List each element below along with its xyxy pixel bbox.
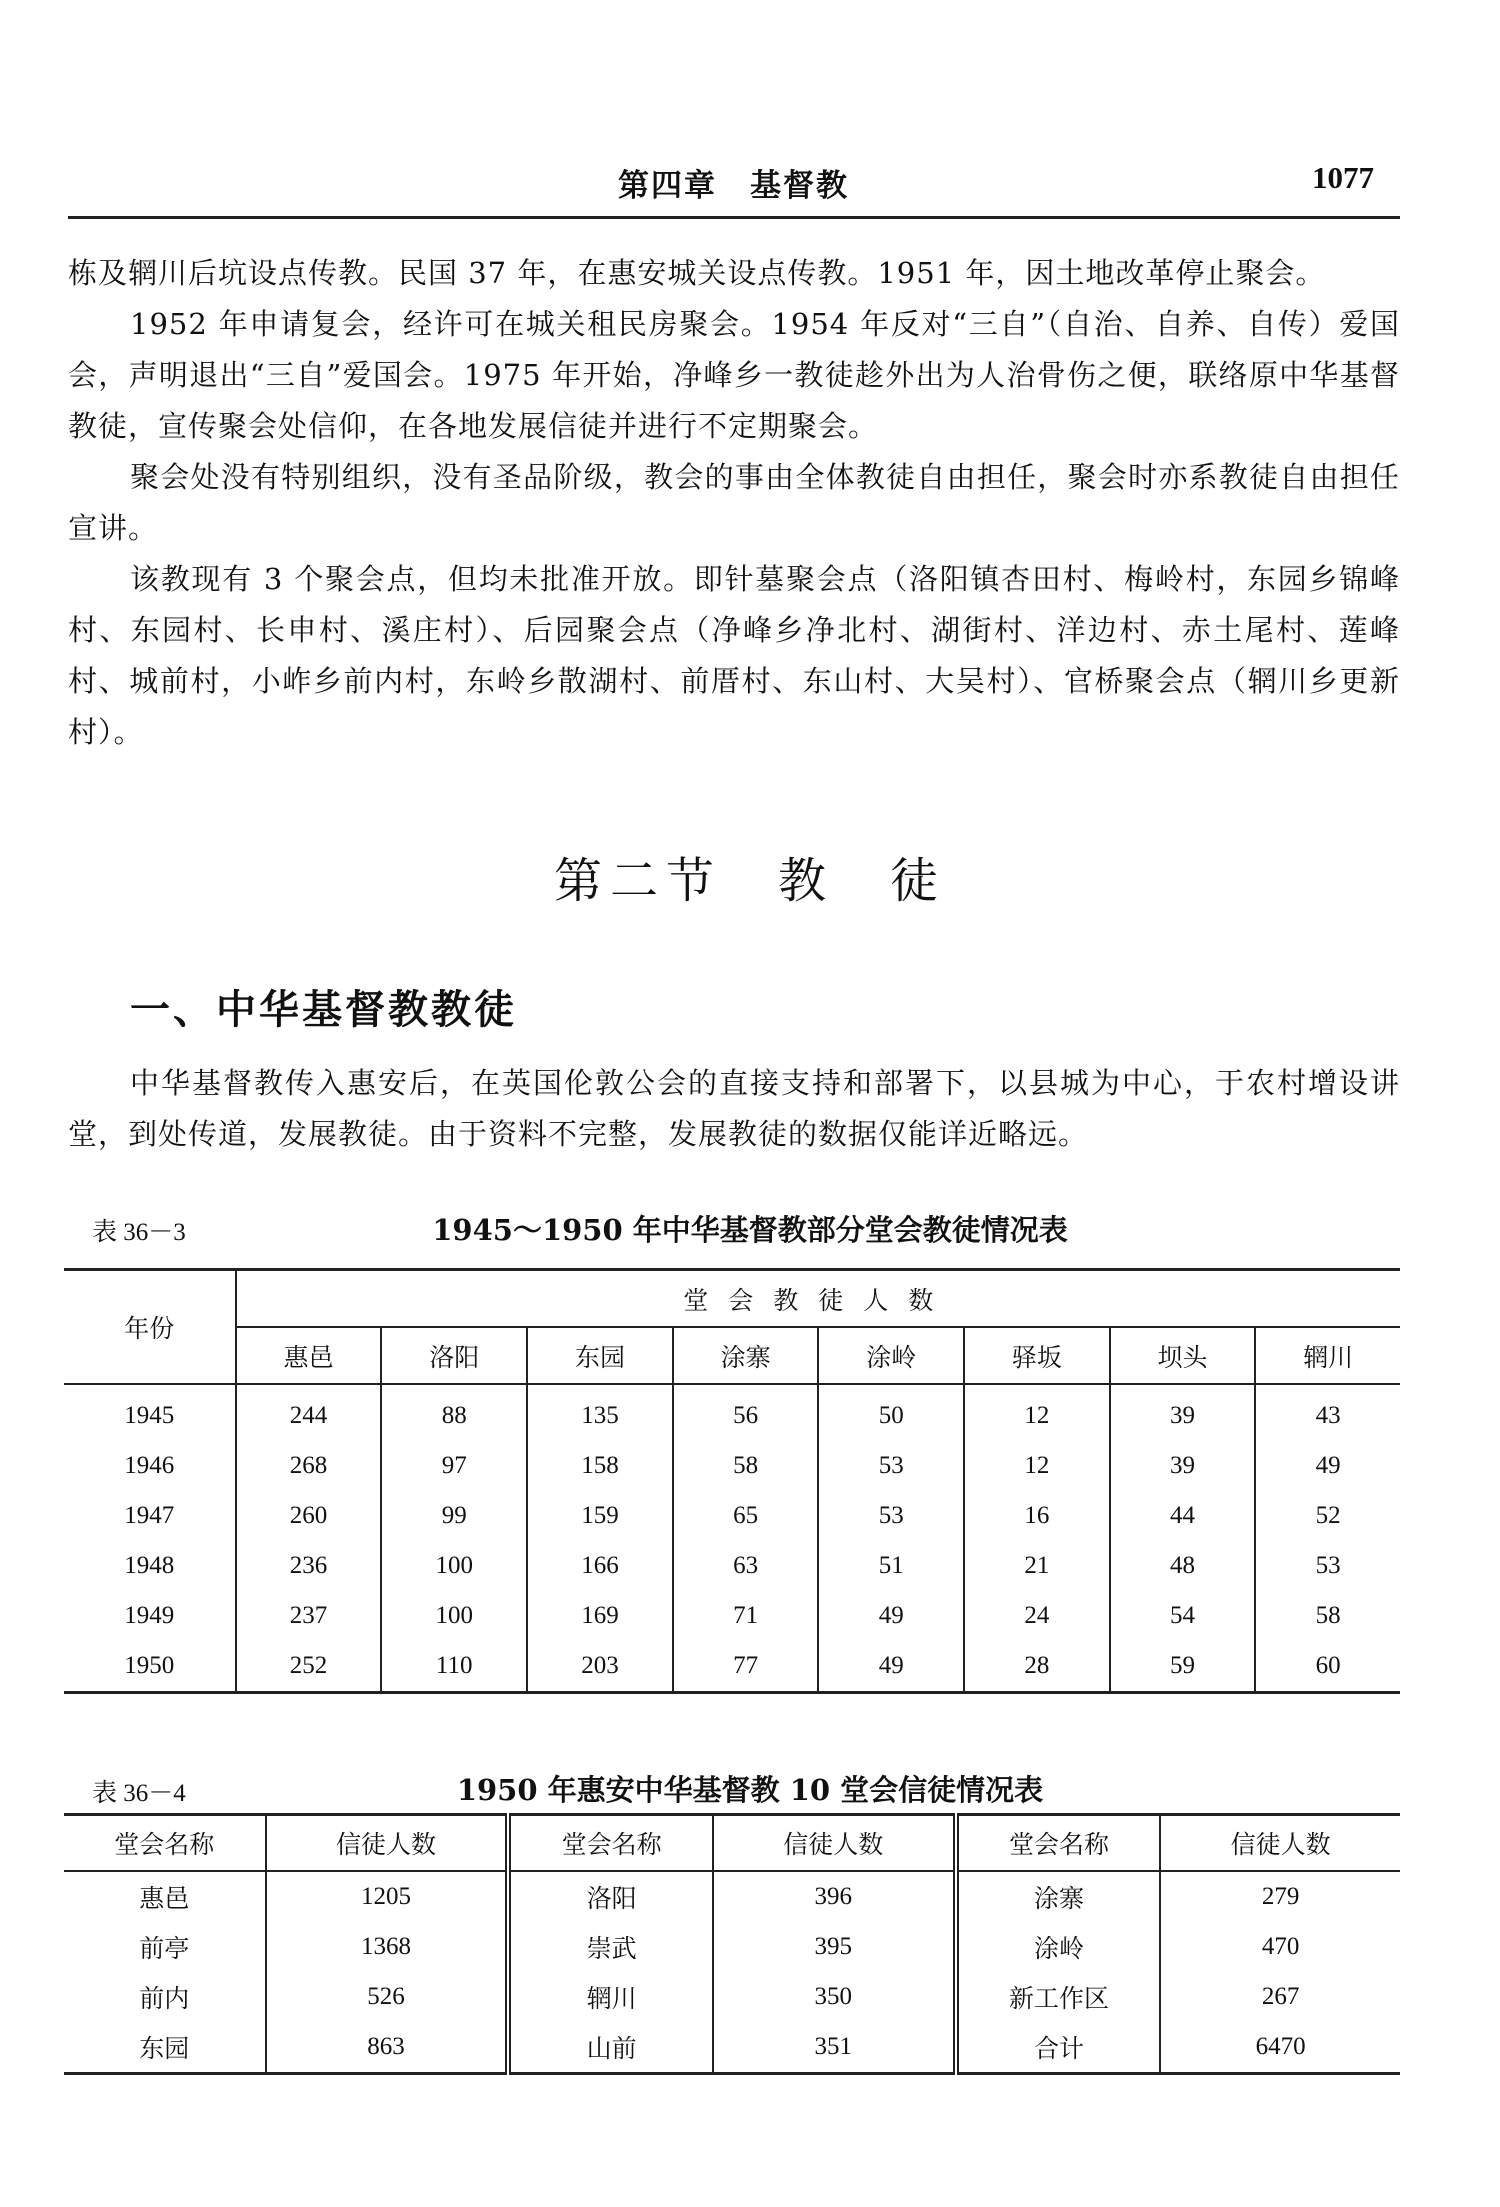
year-cell: 1948 (64, 1541, 236, 1591)
count-cell: 252 (289, 1652, 328, 1679)
count-cell: 97 (381, 1441, 527, 1491)
group-header: 堂会教徒人数 (236, 1270, 1400, 1328)
year-cell: 1949 (64, 1591, 236, 1641)
column-header: 坝头 (1110, 1327, 1256, 1384)
congregation-name-cell: 新工作区 (956, 1972, 1161, 2022)
count-cell: 100 (381, 1541, 527, 1591)
column-header: 信徒人数 (713, 1815, 956, 1872)
member-count-cell: 350 (713, 1972, 956, 2022)
table1-title: 1945～1950 年中华基督教部分堂会教徒情况表 (432, 1213, 1068, 1247)
count-cell: 44 (1110, 1491, 1256, 1541)
member-count-cell: 6470 (1160, 2022, 1400, 2074)
table-congregation-members-1950 (64, 1813, 1400, 2075)
count-cell: 12 (964, 1441, 1110, 1491)
count-cell: 99 (381, 1491, 527, 1541)
table-row (64, 1871, 1400, 1922)
count-cell: 236 (289, 1552, 328, 1579)
column-header: 涂岭 (818, 1327, 964, 1384)
count-cell: 159 (527, 1491, 673, 1541)
count-cell: 58 (1255, 1591, 1400, 1641)
count-cell: 71 (673, 1591, 819, 1641)
table-row (64, 1922, 1400, 1972)
count-cell: 28 (964, 1641, 1110, 1693)
member-count-cell: 351 (713, 2022, 956, 2074)
count-cell: 59 (1110, 1641, 1256, 1693)
table-row (64, 1972, 1400, 2022)
table-row (64, 1491, 1400, 1541)
count-cell: 203 (527, 1641, 673, 1693)
count-cell: 16 (964, 1491, 1110, 1541)
running-head (68, 160, 1400, 219)
count-cell: 24 (964, 1591, 1110, 1641)
count-cell: 100 (381, 1591, 527, 1641)
count-cell: 52 (1255, 1491, 1400, 1541)
member-count-cell: 396 (713, 1871, 956, 1922)
member-count-cell: 1205 (266, 1871, 509, 1922)
congregation-name-cell: 辋川 (508, 1972, 713, 2022)
column-header: 东园 (527, 1327, 673, 1384)
chapter-title: 第四章 基督教 (618, 168, 849, 204)
table-row (64, 1384, 1400, 1441)
count-cell: 63 (673, 1541, 819, 1591)
count-cell: 56 (673, 1384, 819, 1441)
year-cell: 1950 (64, 1641, 236, 1693)
section-title: 第二节 教 徒 (553, 853, 946, 909)
column-header: 堂会名称 (956, 1815, 1161, 1872)
count-cell: 12 (964, 1384, 1110, 1441)
column-header: 信徒人数 (266, 1815, 509, 1872)
count-cell: 48 (1110, 1541, 1256, 1591)
year-cell: 1946 (64, 1441, 236, 1491)
count-cell: 43 (1255, 1384, 1400, 1441)
column-header: 堂会名称 (64, 1815, 266, 1872)
table2-number: 表 36－4 (92, 1780, 186, 1807)
column-header: 涂寨 (673, 1327, 819, 1384)
count-cell: 169 (527, 1591, 673, 1641)
count-cell: 21 (964, 1541, 1110, 1591)
count-cell: 51 (818, 1541, 964, 1591)
count-cell: 54 (1110, 1591, 1256, 1641)
body-text (68, 248, 1400, 758)
count-cell: 49 (818, 1591, 964, 1641)
count-cell: 39 (1110, 1441, 1256, 1491)
congregation-name-cell: 前亭 (139, 1936, 190, 1963)
column-header: 惠邑 (236, 1327, 382, 1384)
column-header: 洛阳 (381, 1327, 527, 1384)
count-cell: 49 (818, 1641, 964, 1693)
count-cell: 158 (527, 1441, 673, 1491)
congregation-name-cell: 崇武 (508, 1922, 713, 1972)
year-cell: 1947 (64, 1491, 236, 1541)
congregation-name-cell: 涂寨 (956, 1871, 1161, 1922)
count-cell: 166 (527, 1541, 673, 1591)
congregation-name-cell: 山前 (508, 2022, 713, 2074)
table-row (64, 1641, 1400, 1693)
table-row (64, 1591, 1400, 1641)
count-cell: 53 (1255, 1541, 1400, 1591)
member-count-cell: 1368 (266, 1922, 509, 1972)
paragraph-2: 1952 年申请复会，经许可在城关租民房聚会。1954 年反对“三自”（自治、自养、自传）爱国会，声明退出“三自”爱国会。1975 年开始，净峰乡一教徒趁外出为人治骨伤之便，联络原中华基督教徒，宣传聚会处信仰，在各地发展信徒并进行不定期聚会。 (68, 307, 1400, 443)
table-row (64, 1541, 1400, 1591)
count-cell: 260 (289, 1502, 328, 1529)
table2-title: 1950 年惠安中华基督教 10 堂会信徒情况表 (456, 1773, 1044, 1807)
count-cell: 60 (1255, 1641, 1400, 1693)
table1-number: 表 36－3 (92, 1219, 186, 1246)
count-cell: 53 (818, 1491, 964, 1541)
member-count-cell: 470 (1160, 1922, 1400, 1972)
paragraph-1: 栋及辋川后坑设点传教。民国 37 年，在惠安城关设点传教。1951 年，因土地改革停止聚会。 (68, 256, 1326, 290)
column-header: 驿坂 (964, 1327, 1110, 1384)
column-header: 信徒人数 (1160, 1815, 1400, 1872)
column-header: 辋川 (1255, 1327, 1400, 1384)
page-number: 1077 (1312, 160, 1374, 195)
count-cell: 65 (673, 1491, 819, 1541)
count-cell: 53 (818, 1441, 964, 1491)
member-count-cell: 279 (1160, 1871, 1400, 1922)
member-count-cell: 267 (1160, 1972, 1400, 2022)
congregation-name-cell: 前内 (139, 1986, 190, 2013)
paragraph-3: 聚会处没有特别组织，没有圣品阶级，教会的事由全体教徒自由担任，聚会时亦系教徒自由担任宣讲。 (68, 460, 1400, 545)
member-count-cell: 526 (266, 1972, 509, 2022)
congregation-name-cell: 洛阳 (508, 1871, 713, 1922)
congregation-name-cell: 合计 (956, 2022, 1161, 2074)
count-cell: 268 (289, 1452, 328, 1479)
count-cell: 58 (673, 1441, 819, 1491)
congregation-name-cell: 东园 (139, 2036, 190, 2063)
count-cell: 244 (289, 1402, 328, 1429)
subsection-title: 一、中华基督教教徒 (130, 986, 517, 1033)
table-row (64, 1441, 1400, 1491)
year-cell: 1945 (64, 1384, 236, 1441)
paragraph-4: 该教现有 3 个聚会点，但均未批准开放。即针墓聚会点（洛阳镇杏田村、梅岭村，东园乡锦峰村、东园村、长申村、溪庄村）、后园聚会点（净峰乡净北村、湖街村、洋边村、赤土尾村、莲峰村、城前村，小岞乡前内村，东岭乡散湖村、前厝村、东山村、大吴村）、官桥聚会点（辋川乡更新村）。 (68, 562, 1400, 749)
intro-text (68, 1058, 1400, 1160)
table-row (64, 2022, 1400, 2074)
count-cell: 237 (289, 1602, 328, 1629)
column-header: 堂会名称 (508, 1815, 713, 1872)
member-count-cell: 863 (266, 2022, 509, 2074)
count-cell: 88 (381, 1384, 527, 1441)
count-cell: 39 (1110, 1384, 1256, 1441)
intro-paragraph: 中华基督教传入惠安后，在英国伦敦公会的直接支持和部署下，以县城为中心，于农村增设讲堂，到处传道，发展教徒。由于资料不完整，发展教徒的数据仅能详近略远。 (68, 1066, 1400, 1151)
congregation-name-cell: 涂岭 (956, 1922, 1161, 1972)
member-count-cell: 395 (713, 1922, 956, 1972)
count-cell: 77 (673, 1641, 819, 1693)
year-header: 年份 (64, 1270, 236, 1385)
count-cell: 50 (818, 1384, 964, 1441)
count-cell: 135 (527, 1384, 673, 1441)
congregation-name-cell: 惠邑 (139, 1886, 190, 1913)
table-teaching-members-1945-1950 (64, 1268, 1400, 1694)
count-cell: 49 (1255, 1441, 1400, 1491)
count-cell: 110 (381, 1641, 527, 1693)
